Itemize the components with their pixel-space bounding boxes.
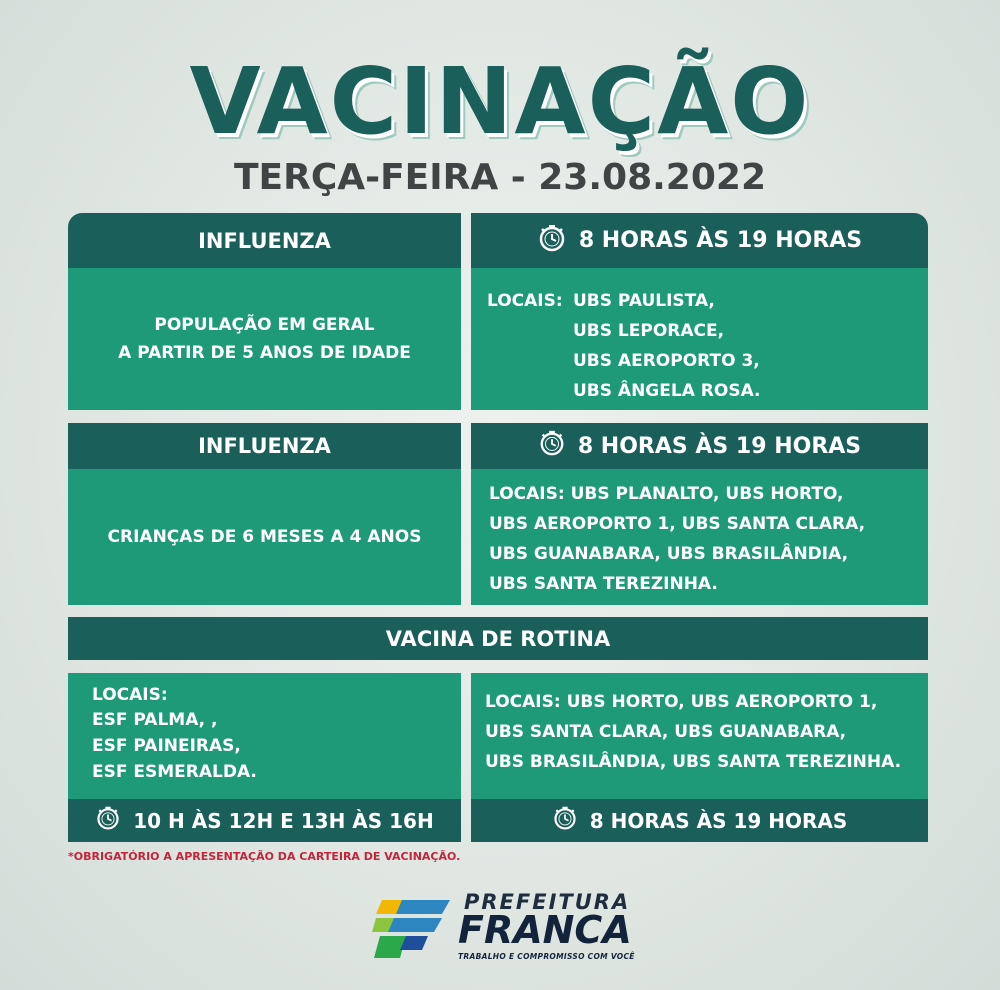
prefeitura-franca-logo <box>372 890 642 970</box>
block3-right-locations <box>471 673 928 799</box>
location-item: UBS AEROPORTO 3, <box>573 351 760 371</box>
location-item: UBS BRASILÂNDIA, UBS SANTA TEREZINHA. <box>485 752 902 772</box>
block3-left-locais-label: LOCAIS: <box>92 685 168 705</box>
block2-audience: CRIANÇAS DE 6 MESES A 4 ANOS <box>107 527 422 547</box>
block3-left-locations <box>68 673 461 799</box>
block1-audience-line1: POPULAÇÃO EM GERAL <box>154 315 375 335</box>
block2-left-body <box>68 469 461 605</box>
logo-mark-icon <box>372 892 460 964</box>
block1-hours: 8 HORAS ÀS 19 HORAS <box>578 228 863 253</box>
location-item: UBS SANTA CLARA, UBS GUANABARA, <box>485 722 847 742</box>
block1-locations <box>471 268 928 410</box>
block2-left-header-label: INFLUENZA <box>198 434 331 458</box>
location-item: UBS AEROPORTO 1, UBS SANTA CLARA, <box>489 514 866 534</box>
block1-audience-line2: A PARTIR DE 5 ANOS DE IDADE <box>118 343 411 363</box>
location-item: UBS HORTO, UBS AEROPORTO 1, <box>566 692 878 712</box>
block1-right-header <box>471 213 928 268</box>
block1-left-header-label: INFLUENZA <box>198 228 331 253</box>
block2-left-header <box>68 423 461 469</box>
block3-left-time <box>68 799 461 842</box>
page-title: VACINAÇÃO <box>189 48 811 155</box>
block3-right-locais-label: LOCAIS: <box>485 692 561 712</box>
block3-right-time <box>471 799 928 842</box>
block1-left-header <box>68 213 461 268</box>
block3-left-hours: 10 H ÀS 12H E 13H ÀS 16H <box>133 808 434 833</box>
footnote: *OBRIGATÓRIO A APRESENTAÇÃO DA CARTEIRA DE VACINAÇÃO. <box>68 850 461 863</box>
location-item: UBS PLANALTO, UBS HORTO, <box>570 484 844 504</box>
clock-icon <box>538 429 566 463</box>
location-item: UBS SANTA TEREZINHA. <box>489 574 718 594</box>
page-subtitle: TERÇA-FEIRA - 23.08.2022 <box>233 157 766 198</box>
location-item: ESF ESMERALDA. <box>92 762 257 782</box>
location-item: UBS PAULISTA, <box>573 291 715 311</box>
clock-icon <box>95 805 121 836</box>
location-item: ESF PALMA, , <box>92 710 218 730</box>
block2-locais-label: LOCAIS: <box>489 484 565 504</box>
clock-icon <box>552 805 578 836</box>
block1-left-body <box>68 268 461 410</box>
block3-header-label: VACINA DE ROTINA <box>385 626 611 651</box>
logo-line1: PREFEITURA <box>464 890 631 914</box>
location-item: UBS GUANABARA, UBS BRASILÂNDIA, <box>489 544 849 564</box>
logo-line2: FRANCA <box>458 908 632 952</box>
block2-hours: 8 HORAS ÀS 19 HORAS <box>577 433 862 459</box>
block2-locations <box>471 469 928 605</box>
block3-header <box>68 617 928 660</box>
logo-tagline: TRABALHO E COMPROMISSO COM VOCÊ <box>458 952 635 961</box>
block2-right-header <box>471 423 928 469</box>
location-item: UBS ÂNGELA ROSA. <box>573 381 761 401</box>
block1-locais-label: LOCAIS: <box>487 291 563 311</box>
location-item: ESF PAINEIRAS, <box>92 736 241 756</box>
block3-right-hours: 8 HORAS ÀS 19 HORAS <box>589 808 848 833</box>
clock-icon <box>537 223 567 259</box>
location-item: UBS LEPORACE, <box>573 321 725 341</box>
